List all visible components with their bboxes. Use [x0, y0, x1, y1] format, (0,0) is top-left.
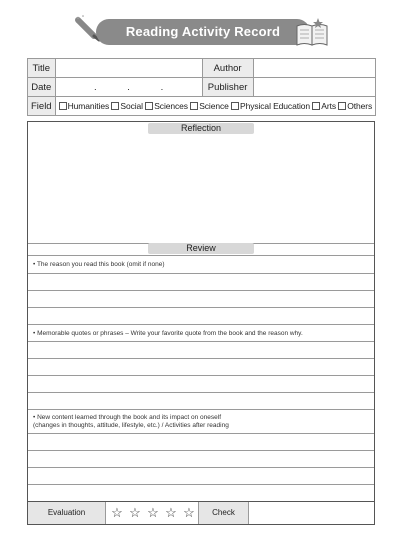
star-icon[interactable]: ☆: [183, 505, 195, 520]
field-option-humanities[interactable]: Humanities: [59, 101, 110, 111]
writing-line[interactable]: [28, 433, 374, 434]
check-field[interactable]: [248, 502, 374, 524]
record-body: [27, 121, 375, 525]
date-label: Date: [28, 78, 56, 97]
prompt-content-line1: • New content learned through the book and its impact on oneself: [33, 414, 222, 421]
checkbox-icon: [59, 102, 67, 110]
writing-line[interactable]: [28, 290, 374, 291]
page-header: [0, 0, 400, 52]
field-option-arts[interactable]: Arts: [312, 101, 336, 111]
date-field[interactable]: [55, 78, 202, 97]
date-row: [28, 78, 376, 97]
field-options: [55, 97, 376, 116]
field-option-social[interactable]: Social: [111, 101, 143, 111]
divider: [28, 255, 374, 256]
reflection-header: Reflection: [148, 123, 254, 134]
writing-line[interactable]: [28, 450, 374, 451]
author-label: Author: [202, 59, 253, 78]
writing-line[interactable]: [28, 341, 374, 342]
checkbox-icon: [231, 102, 239, 110]
evaluation-label: Evaluation: [28, 502, 106, 524]
page-title: Reading Activity Record: [125, 24, 281, 39]
publisher-label: Publisher: [202, 78, 253, 97]
title-row: [28, 59, 376, 78]
title-field[interactable]: [55, 59, 202, 78]
writing-line[interactable]: [28, 358, 374, 359]
star-icon[interactable]: ☆: [111, 505, 123, 520]
checkbox-icon: [338, 102, 346, 110]
author-field[interactable]: [253, 59, 376, 78]
prompt-reason: • The reason you read this book (omit if none): [33, 261, 165, 268]
checkbox-icon: [145, 102, 153, 110]
field-option-others[interactable]: Others: [338, 101, 372, 111]
date-separator: .: [93, 81, 97, 93]
publisher-field[interactable]: [253, 78, 376, 97]
writing-line[interactable]: [28, 273, 374, 274]
checkbox-icon: [312, 102, 320, 110]
star-icon[interactable]: ☆: [129, 505, 141, 520]
writing-line[interactable]: [28, 324, 374, 325]
field-option-physical-education[interactable]: Physical Education: [231, 101, 310, 111]
open-book-icon: [294, 16, 330, 48]
review-header: Review: [148, 243, 254, 254]
writing-line[interactable]: [28, 467, 374, 468]
writing-line[interactable]: [28, 307, 374, 308]
book-info-table: [27, 58, 376, 116]
prompt-content-line2: (changes in thoughts, attitude, lifestyle, etc.) / Activities after reading: [33, 422, 229, 429]
writing-line[interactable]: [28, 409, 374, 410]
writing-line[interactable]: [28, 392, 374, 393]
title-label: Title: [28, 59, 56, 78]
star-icon[interactable]: ☆: [165, 505, 177, 520]
field-label: Field: [28, 97, 56, 116]
star-rating[interactable]: [108, 502, 198, 524]
field-option-sciences[interactable]: Sciences: [145, 101, 188, 111]
evaluation-row: [28, 501, 374, 525]
date-separator: .: [160, 81, 164, 93]
check-label: Check: [198, 502, 249, 524]
writing-line[interactable]: [28, 375, 374, 376]
field-option-science[interactable]: Science: [190, 101, 229, 111]
field-row: [28, 97, 376, 116]
prompt-quotes: • Memorable quotes or phrases – Write your favorite quote from the book and the reason why.: [33, 330, 303, 337]
checkbox-icon: [190, 102, 198, 110]
checkbox-icon: [111, 102, 119, 110]
date-separator: .: [127, 81, 130, 93]
reflection-area[interactable]: [28, 135, 374, 243]
writing-line[interactable]: [28, 484, 374, 485]
star-icon[interactable]: ☆: [147, 505, 159, 520]
